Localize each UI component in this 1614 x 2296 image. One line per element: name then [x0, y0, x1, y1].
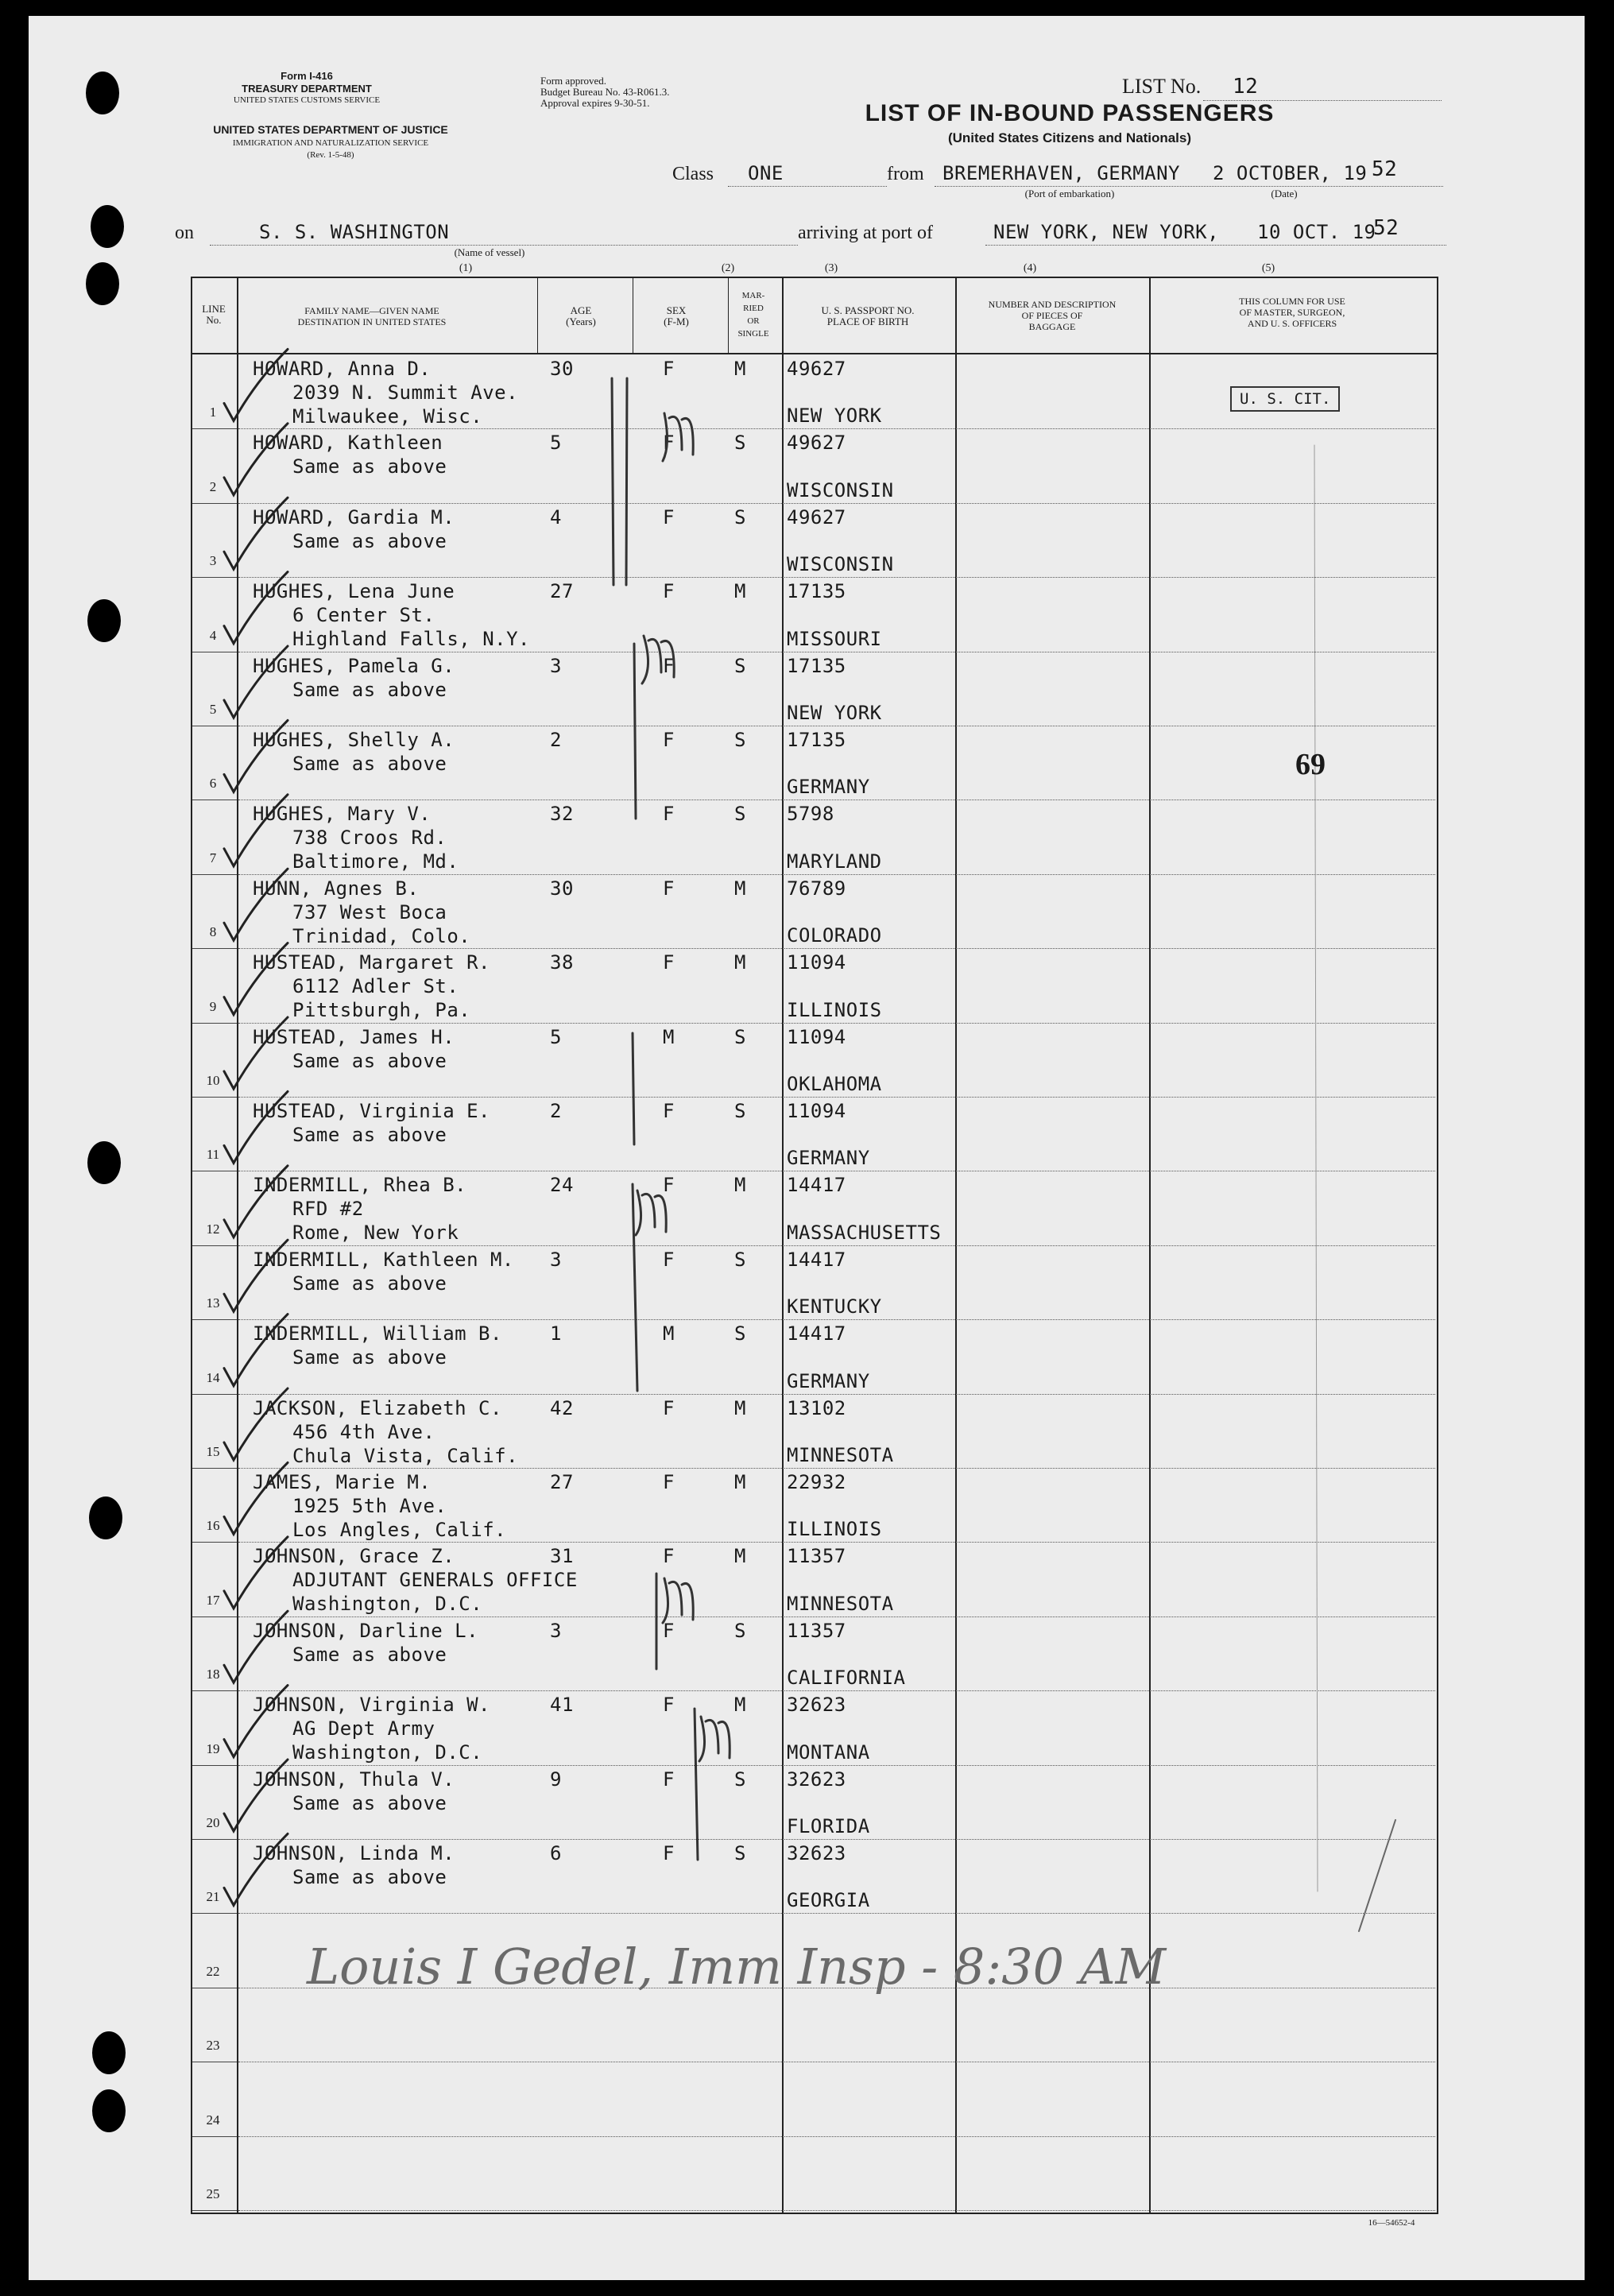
- passenger-age: 3: [550, 1619, 562, 1642]
- passenger-marital-status: S: [734, 1619, 746, 1642]
- arrival-port: NEW YORK, NEW YORK,: [993, 221, 1220, 243]
- passport-number: 5798: [787, 803, 834, 826]
- passenger-destination: 2039 N. Summit Ave.: [292, 381, 519, 404]
- passenger-destination: 1925 5th Ave.: [292, 1495, 447, 1517]
- place-of-birth: WISCONSIN: [787, 553, 894, 576]
- passenger-marital-status: S: [734, 1100, 746, 1122]
- col-num-3: (3): [824, 262, 838, 274]
- passenger-sex: F: [663, 729, 675, 751]
- passenger-age: 30: [550, 358, 574, 380]
- place-of-birth: NEW YORK: [787, 405, 882, 428]
- passenger-destination: Same as above: [292, 1866, 447, 1888]
- passenger-sex: M: [663, 1322, 675, 1345]
- passenger-destination: Baltimore, Md.: [292, 850, 459, 873]
- place-of-birth: COLORADO: [787, 924, 882, 947]
- passenger-destination: Same as above: [292, 1791, 447, 1814]
- passenger-age: 3: [550, 1248, 562, 1271]
- passenger-sex: M: [663, 1025, 675, 1048]
- check-mark: [224, 795, 288, 866]
- passenger-sex: F: [663, 1174, 675, 1197]
- passenger-destination: Los Angles, Calif.: [292, 1519, 507, 1541]
- passenger-destination: Pittsburgh, Pa.: [292, 999, 471, 1022]
- place-of-birth: MINNESOTA: [787, 1592, 894, 1615]
- manifest-page: [29, 16, 1585, 2280]
- place-of-birth: WISCONSIN: [787, 478, 894, 501]
- passenger-sex: F: [663, 951, 675, 974]
- passenger-destination: 738 Croos Rd.: [292, 827, 447, 850]
- passenger-name: JOHNSON, Linda M.: [253, 1842, 455, 1864]
- passenger-sex: F: [663, 1767, 675, 1791]
- passenger-marital-status: M: [734, 1545, 746, 1568]
- passenger-sex: F: [663, 1619, 675, 1642]
- passenger-marital-status: M: [734, 1471, 746, 1493]
- passenger-age: 32: [550, 803, 574, 826]
- passenger-destination: Same as above: [292, 455, 447, 478]
- approval-line-3: Approval expires 9-30-51.: [540, 97, 650, 109]
- line-number: 16: [206, 1518, 220, 1534]
- check-mark: [224, 1017, 288, 1089]
- passenger-age: 2: [550, 1100, 562, 1122]
- place-of-birth: ILLINOIS: [787, 998, 882, 1021]
- place-of-birth: GERMANY: [787, 776, 870, 799]
- passenger-sex: F: [663, 1248, 675, 1271]
- passport-number: 17135: [787, 654, 846, 677]
- passenger-name: HUSTEAD, Margaret R.: [253, 951, 490, 974]
- passenger-marital-status: S: [734, 803, 746, 826]
- place-of-birth: OKLAHOMA: [787, 1073, 882, 1095]
- passenger-marital-status: M: [734, 580, 746, 603]
- line-number: 7: [209, 850, 217, 865]
- check-mark: [224, 1314, 288, 1386]
- passenger-destination: Chula Vista, Calif.: [292, 1444, 519, 1467]
- arrival-date: 10 OCT. 19: [1257, 221, 1376, 243]
- passenger-name: JOHNSON, Grace Z.: [253, 1545, 455, 1568]
- passenger-destination: 737 West Boca: [292, 900, 447, 923]
- passenger-marital-status: S: [734, 1322, 746, 1345]
- justice-line-1: UNITED STATES DEPARTMENT OF JUSTICE: [213, 123, 448, 136]
- passenger-destination: 6 Center St.: [292, 604, 435, 627]
- check-mark: [224, 646, 288, 718]
- col-num-1: (1): [459, 262, 473, 274]
- passenger-destination: Rome, New York: [292, 1222, 459, 1245]
- passport-number: 22932: [787, 1471, 846, 1493]
- passenger-sex: F: [663, 505, 675, 529]
- place-of-birth: NEW YORK: [787, 702, 882, 724]
- passport-number: 17135: [787, 580, 846, 603]
- check-mark: [224, 498, 288, 569]
- passenger-age: 5: [550, 432, 562, 455]
- passenger-marital-status: S: [734, 1025, 746, 1048]
- passenger-marital-status: M: [734, 1174, 746, 1197]
- passenger-marital-status: M: [734, 1694, 746, 1717]
- passenger-marital-status: M: [734, 877, 746, 900]
- passenger-sex: F: [663, 803, 675, 826]
- passenger-age: 5: [550, 1025, 562, 1048]
- line-number: 9: [209, 998, 217, 1014]
- check-mark: [224, 1166, 288, 1237]
- col-num-2: (2): [721, 262, 735, 274]
- passenger-marital-status: S: [734, 1767, 746, 1791]
- passport-number: 14417: [787, 1322, 846, 1345]
- passenger-name: HUGHES, Lena June: [253, 580, 455, 603]
- passenger-marital-status: M: [734, 1396, 746, 1419]
- passenger-marital-status: S: [734, 1248, 746, 1271]
- passenger-name: HUNN, Agnes B.: [253, 877, 420, 900]
- footer-code: 16—54652-4: [1368, 2218, 1415, 2228]
- passport-number: 32623: [787, 1767, 846, 1791]
- passenger-destination: Same as above: [292, 1049, 447, 1072]
- passenger-age: 31: [550, 1545, 574, 1568]
- passenger-marital-status: S: [734, 432, 746, 455]
- check-mark: [224, 1091, 288, 1163]
- line-number: 24: [206, 2112, 220, 2128]
- check-mark: [224, 349, 288, 420]
- passenger-destination: Washington, D.C.: [292, 1741, 483, 1764]
- date-caption: (Date): [1271, 188, 1298, 199]
- passenger-sex: F: [663, 1545, 675, 1568]
- col-header-married: MAR- RIED OR SINGLE: [737, 291, 769, 339]
- passenger-sex: F: [663, 580, 675, 603]
- passenger-name: HUSTEAD, Virginia E.: [253, 1100, 490, 1122]
- check-mark: [224, 1611, 288, 1682]
- passport-number: 76789: [787, 877, 846, 900]
- line-number: 12: [206, 1221, 220, 1237]
- passenger-name: HOWARD, Anna D.: [253, 358, 432, 380]
- passenger-sex: F: [663, 432, 675, 455]
- passport-number: 11357: [787, 1619, 846, 1642]
- line-number: 21: [206, 1889, 220, 1905]
- from-caption: (Port of embarkation): [1024, 188, 1115, 199]
- line-number: 14: [206, 1369, 220, 1385]
- line-number: 19: [206, 1740, 220, 1756]
- passenger-age: 42: [550, 1396, 574, 1419]
- passenger-age: 24: [550, 1174, 574, 1197]
- passport-number: 49627: [787, 358, 846, 380]
- passenger-name: HUSTEAD, James H.: [253, 1025, 455, 1048]
- line-number: 18: [206, 1667, 220, 1682]
- on-label: on: [175, 223, 194, 243]
- port-of-embarkation: BREMERHAVEN, GERMANY: [942, 162, 1180, 184]
- initials-mark: [663, 413, 693, 461]
- line-number: 1: [209, 405, 217, 420]
- treasury-line-1: TREASURY DEPARTMENT: [242, 83, 372, 95]
- line-number: 3: [209, 553, 217, 569]
- passenger-destination: Same as above: [292, 529, 447, 552]
- line-number: 15: [206, 1444, 220, 1459]
- passenger-marital-status: S: [734, 729, 746, 751]
- check-mark: [224, 720, 288, 792]
- col-header-baggage: NUMBER AND DESCRIPTION OF PIECES OF BAGGAGE: [988, 299, 1117, 332]
- treasury-line-2: UNITED STATES CUSTOMS SERVICE: [233, 95, 381, 105]
- passport-number: 32623: [787, 1694, 846, 1717]
- check-mark: [224, 943, 288, 1015]
- line-number: 5: [209, 702, 217, 717]
- line-number: 11: [206, 1147, 220, 1163]
- passenger-name: HOWARD, Gardia M.: [253, 505, 455, 529]
- check-mark: [224, 1462, 288, 1534]
- justice-line-2: IMMIGRATION AND NATURALIZATION SERVICE: [232, 138, 429, 148]
- passenger-name: HUGHES, Pamela G.: [253, 654, 455, 677]
- passenger-name: JOHNSON, Virginia W.: [253, 1694, 490, 1717]
- passenger-age: 2: [550, 729, 562, 751]
- arriving-label: arriving at port of: [798, 223, 933, 243]
- passenger-destination: Same as above: [292, 753, 447, 775]
- passenger-destination: Same as above: [292, 1346, 447, 1369]
- passport-number: 11357: [787, 1545, 846, 1568]
- embarkation-year: 52: [1372, 157, 1398, 181]
- passenger-marital-status: S: [734, 505, 746, 529]
- check-mark: [224, 869, 288, 940]
- passport-number: 49627: [787, 432, 846, 455]
- class-value: ONE: [748, 162, 784, 184]
- check-mark: [224, 1833, 288, 1905]
- passenger-destination: Same as above: [292, 1272, 447, 1295]
- place-of-birth: ILLINOIS: [787, 1518, 882, 1541]
- page-subtitle: (United States Citizens and Nationals): [947, 130, 1192, 145]
- list-no-label: LIST No.: [1122, 75, 1202, 98]
- passenger-sex: F: [663, 1842, 675, 1864]
- passenger-destination: Trinidad, Colo.: [292, 924, 471, 947]
- check-mark: [224, 424, 288, 495]
- check-mark: [224, 1537, 288, 1609]
- passenger-name: HOWARD, Kathleen: [253, 432, 443, 455]
- place-of-birth: GERMANY: [787, 1369, 870, 1392]
- passenger-name: INDERMILL, William B.: [253, 1322, 502, 1345]
- us-citizen-stamp: U. S. CIT.: [1230, 386, 1340, 412]
- passenger-age: 1: [550, 1322, 562, 1345]
- place-of-birth: MASSACHUSETTS: [787, 1221, 942, 1244]
- place-of-birth: GERMANY: [787, 1147, 870, 1170]
- passenger-sex: F: [663, 1100, 675, 1122]
- col-num-5: (5): [1261, 262, 1275, 274]
- approval-line-2: Budget Bureau No. 43-R061.3.: [540, 86, 670, 98]
- passenger-name: JACKSON, Elizabeth C.: [253, 1396, 502, 1419]
- embarkation-date: 2 OCTOBER, 19: [1213, 162, 1368, 184]
- place-of-birth: MISSOURI: [787, 627, 882, 650]
- passenger-age: 9: [550, 1767, 562, 1791]
- line-number: 10: [206, 1073, 220, 1088]
- line-number: 25: [206, 2186, 220, 2201]
- passenger-age: 30: [550, 877, 574, 900]
- passenger-destination: ADJUTANT GENERALS OFFICE: [292, 1569, 578, 1592]
- check-mark: [224, 1240, 288, 1311]
- check-mark: [224, 572, 288, 644]
- line-number: 6: [209, 776, 217, 792]
- passenger-age: 6: [550, 1842, 562, 1864]
- passenger-age: 41: [550, 1694, 574, 1717]
- approval-line-1: Form approved.: [540, 75, 607, 87]
- passenger-destination: Same as above: [292, 1124, 447, 1146]
- justice-line-3: (Rev. 1-5-48): [307, 150, 354, 160]
- passport-number: 13102: [787, 1396, 846, 1419]
- passenger-destination: Milwaukee, Wisc.: [292, 405, 483, 428]
- check-mark: [224, 1388, 288, 1460]
- passenger-destination: RFD #2: [292, 1198, 364, 1221]
- passenger-name: JOHNSON, Darline L.: [253, 1619, 479, 1642]
- col-num-4: (4): [1023, 262, 1037, 274]
- place-of-birth: GEORGIA: [787, 1889, 870, 1912]
- passport-number: 11094: [787, 1100, 846, 1122]
- check-mark: [224, 1686, 288, 1757]
- passenger-sex: F: [663, 1694, 675, 1717]
- line-number: 23: [206, 2038, 220, 2054]
- passenger-age: 27: [550, 1471, 574, 1493]
- place-of-birth: CALIFORNIA: [787, 1667, 906, 1690]
- page-title: LIST OF IN-BOUND PASSENGERS: [865, 100, 1275, 126]
- passenger-age: 38: [550, 951, 574, 974]
- vessel-caption: (Name of vessel): [454, 246, 525, 258]
- arrival-year: 52: [1373, 216, 1399, 240]
- passenger-age: 3: [550, 654, 562, 677]
- inspector-signature: Louis I Gedel, Imm Insp - 8:30 AM: [307, 1938, 1167, 1996]
- passenger-sex: F: [663, 1396, 675, 1419]
- passenger-name: INDERMILL, Kathleen M.: [253, 1248, 514, 1271]
- passenger-age: 27: [550, 580, 574, 603]
- place-of-birth: MINNESOTA: [787, 1444, 894, 1466]
- list-no-value: 12: [1233, 75, 1259, 99]
- place-of-birth: MARYLAND: [787, 850, 882, 873]
- col-header-sex: SEX (F-M): [664, 304, 689, 327]
- line-number: 17: [206, 1592, 220, 1608]
- passport-number: 11094: [787, 1025, 846, 1048]
- line-number: 20: [206, 1815, 220, 1830]
- passenger-destination: 456 4th Ave.: [292, 1420, 435, 1443]
- col-header-officers: THIS COLUMN FOR USE OF MASTER, SURGEON, AND U. S. OFFICERS: [1239, 296, 1345, 329]
- passenger-sex: F: [663, 358, 675, 380]
- passenger-destination: Same as above: [292, 1643, 447, 1666]
- passenger-age: 4: [550, 505, 562, 529]
- passenger-name: HUGHES, Mary V.: [253, 803, 432, 826]
- place-of-birth: FLORIDA: [787, 1815, 870, 1837]
- passenger-destination: Highland Falls, N.Y.: [292, 628, 530, 651]
- vessel-name: S. S. WASHINGTON: [259, 221, 450, 243]
- passenger-sex: F: [663, 654, 675, 677]
- passenger-destination: 6112 Adler St.: [292, 975, 459, 998]
- line-number: 22: [206, 1963, 220, 1979]
- passenger-name: JAMES, Marie M.: [253, 1471, 432, 1493]
- line-number: 13: [206, 1295, 220, 1311]
- passenger-marital-status: S: [734, 654, 746, 677]
- col-header-name: FAMILY NAME—GIVEN NAME DESTINATION IN UNITED STATES: [297, 305, 447, 327]
- passenger-marital-status: S: [734, 1842, 746, 1864]
- passenger-marital-status: M: [734, 951, 746, 974]
- col-header-passport: U. S. PASSPORT NO. PLACE OF BIRTH: [821, 304, 915, 327]
- check-mark: [224, 1760, 288, 1831]
- class-label: Class: [672, 164, 714, 184]
- line-number: 2: [209, 478, 217, 494]
- passenger-destination: AG Dept Army: [292, 1717, 435, 1740]
- from-label: from: [887, 164, 924, 184]
- passport-number: 49627: [787, 505, 846, 529]
- passenger-destination: Washington, D.C.: [292, 1593, 483, 1616]
- passenger-name: JOHNSON, Thula V.: [253, 1767, 455, 1791]
- line-number: 4: [209, 627, 217, 643]
- passport-number: 14417: [787, 1174, 846, 1197]
- line-number: 8: [209, 924, 217, 940]
- passport-number: 32623: [787, 1842, 846, 1864]
- form-number: Form I-416: [281, 70, 333, 82]
- passenger-name: INDERMILL, Rhea B.: [253, 1174, 467, 1197]
- passport-number: 17135: [787, 729, 846, 751]
- passenger-name: HUGHES, Shelly A.: [253, 729, 455, 751]
- passport-number: 11094: [787, 951, 846, 974]
- handwritten-count: 69: [1295, 748, 1326, 781]
- col-header-age: AGE (Years): [566, 304, 596, 327]
- passport-number: 14417: [787, 1248, 846, 1271]
- passenger-marital-status: M: [734, 358, 746, 380]
- col-header-line-no: LINE No.: [202, 303, 226, 326]
- passenger-destination: Same as above: [292, 678, 447, 701]
- place-of-birth: KENTUCKY: [787, 1295, 882, 1318]
- passenger-sex: F: [663, 877, 675, 900]
- place-of-birth: MONTANA: [787, 1740, 870, 1764]
- passenger-sex: F: [663, 1471, 675, 1493]
